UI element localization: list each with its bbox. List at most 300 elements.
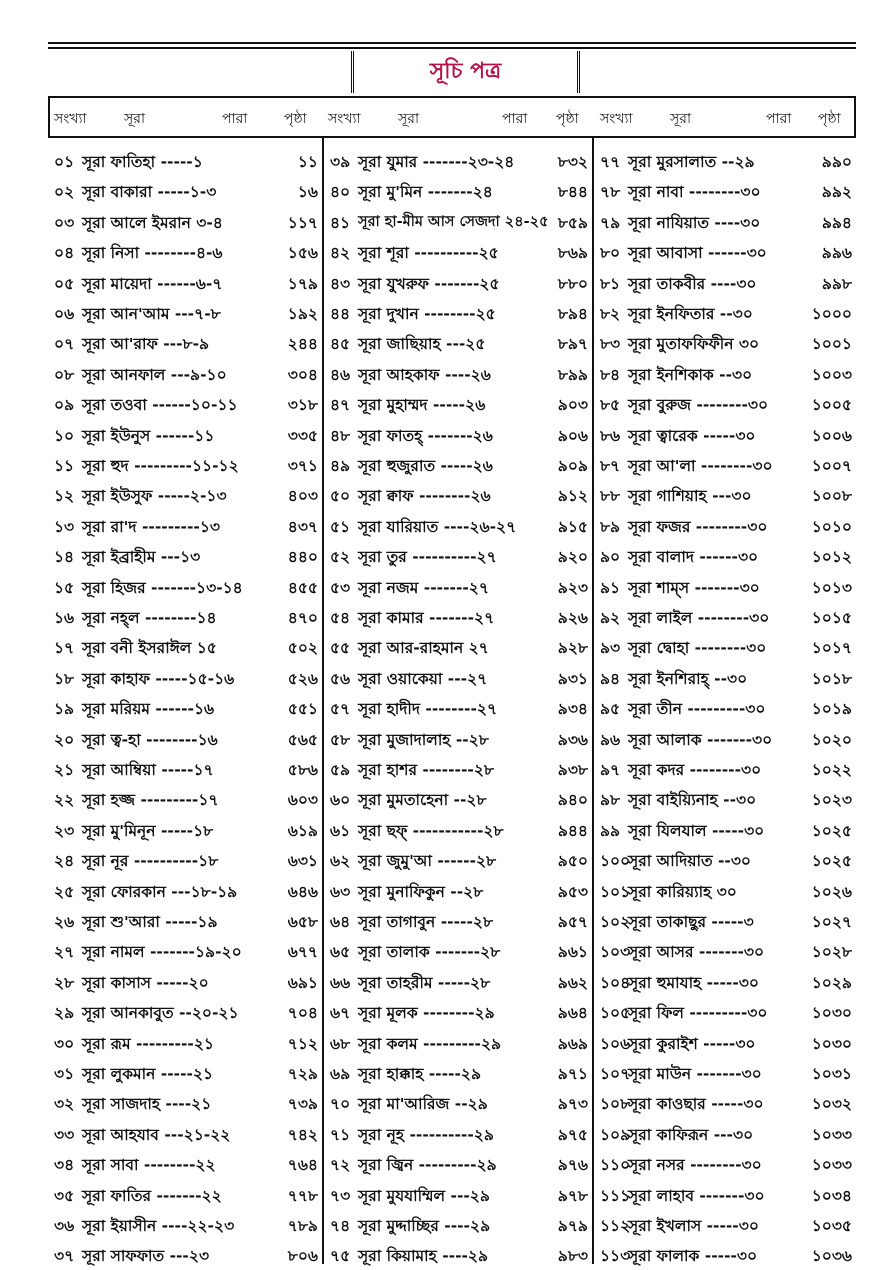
sura-name-para: সূরা আহযাব ---২১-২২ xyxy=(82,1125,231,1144)
list-item xyxy=(596,1180,852,1210)
sura-number: ১১২ xyxy=(600,1217,631,1235)
sura-number: ৫৭ xyxy=(330,700,351,719)
sura-number: ৮৮ xyxy=(600,487,621,506)
sura-name-para: সূরা নাবা --------৩০ xyxy=(628,183,761,202)
sura-page: ৬৯১ xyxy=(287,973,318,992)
sura-name-para: সূরা গাশিয়াহ ---৩০ xyxy=(628,487,752,506)
sura-page: ৪৫৫ xyxy=(287,578,318,597)
list-item xyxy=(326,967,588,997)
column-divider xyxy=(322,138,324,1264)
sura-page: ৫৬৫ xyxy=(287,730,318,749)
sura-name-para: সূরা মায়েদা ------৬-৭ xyxy=(82,274,223,293)
sura-number: ০৫ xyxy=(54,274,75,293)
header-sura: সূরা xyxy=(398,111,420,127)
sura-page: ১৫৬ xyxy=(287,244,318,263)
sura-number: ৯৩ xyxy=(600,639,621,658)
sura-name-para: সূরা আলাক -------৩০ xyxy=(628,730,773,749)
list-item xyxy=(326,632,588,662)
top-rule-lower xyxy=(48,47,856,49)
sura-number: ৭০ xyxy=(330,1095,351,1114)
sura-name-para: সূরা লাইল --------৩০ xyxy=(628,609,770,627)
sura-number: ২৮ xyxy=(54,973,75,992)
sura-page: ১০২৭ xyxy=(811,913,852,931)
sura-name-para: সূরা নূর ----------১৮ xyxy=(82,852,219,871)
list-item xyxy=(596,1028,852,1058)
sura-number: ৫৫ xyxy=(330,639,351,658)
sura-page: ৬৫৮ xyxy=(287,913,318,931)
list-item xyxy=(326,511,588,541)
sura-number: ১৫ xyxy=(54,578,75,597)
sura-name-para: সূরা তাকাছুর -----৩ xyxy=(628,913,754,931)
sura-page: ৯৯৮ xyxy=(821,274,852,293)
list-item xyxy=(326,268,588,298)
header-para: পারা xyxy=(222,111,248,127)
list-item xyxy=(326,1149,588,1179)
sura-page: ১০৩০ xyxy=(811,1004,852,1023)
sura-name-para: সূরা নহ্‌ল --------১৪ xyxy=(82,609,217,627)
sura-number: ৯৪ xyxy=(600,669,621,688)
sura-name-para: সূরা কদর --------৩০ xyxy=(628,761,762,779)
sura-number: ৯৯ xyxy=(600,821,621,840)
sura-name-para: সূরা হিজর -------১৩-১৪ xyxy=(82,578,243,597)
sura-page: ৮০৬ xyxy=(287,1247,318,1266)
sura-name-para: সূরা বনী ইসরাঈল ১৫ xyxy=(82,639,217,658)
list-item xyxy=(326,450,588,480)
sura-page: ৯৯৬ xyxy=(821,244,852,263)
sura-name-para: সূরা ক্বাফ --------২৬ xyxy=(358,487,491,506)
list-item xyxy=(326,724,588,754)
list-item xyxy=(326,754,588,784)
sura-name-para: সূরা ইব্রাহীম ---১৩ xyxy=(82,548,201,567)
list-item xyxy=(326,298,588,328)
header-sura: সূরা xyxy=(670,111,692,127)
sura-page: ৭৬৪ xyxy=(287,1156,318,1175)
list-item xyxy=(326,906,588,936)
sura-number: ৩৭ xyxy=(54,1247,75,1266)
sura-page: ৯৬৯ xyxy=(557,1034,588,1053)
sura-name-para: সূরা কাসাস -----২০ xyxy=(82,973,209,992)
sura-name-para: সূরা রা'দ ---------১৩ xyxy=(82,517,220,536)
list-item xyxy=(50,541,318,571)
sura-number: ০৭ xyxy=(54,335,75,354)
list-item xyxy=(50,511,318,541)
sura-name-para: সূরা ইউনুস ------১১ xyxy=(82,426,215,445)
list-item xyxy=(596,693,852,723)
sura-number: ৯৮ xyxy=(600,791,621,810)
list-item xyxy=(326,1210,588,1240)
sura-number: ৭৩ xyxy=(330,1186,351,1205)
sura-number: ১০৮ xyxy=(600,1095,631,1114)
list-item xyxy=(50,724,318,754)
sura-page: ৯৯৪ xyxy=(821,213,852,232)
sura-page: ৯৯০ xyxy=(821,153,852,171)
sura-page: ৯২৮ xyxy=(557,639,588,658)
sura-number: ৪১ xyxy=(330,213,351,232)
list-item xyxy=(596,967,852,997)
header-number: সংখ্যা xyxy=(600,111,633,127)
sura-name-para: সূরা ফাতিহা -----১ xyxy=(82,153,203,171)
sura-name-para: সূরা সাজদাহ ----২১ xyxy=(82,1095,212,1114)
sura-number: ৩০ xyxy=(54,1034,75,1053)
list-item xyxy=(50,754,318,784)
sura-page: ৯৬১ xyxy=(557,943,588,962)
sura-name-para: সূরা মুমতাহেনা --২৮ xyxy=(358,791,487,810)
list-item xyxy=(50,693,318,723)
sura-number: ৯৫ xyxy=(600,700,621,719)
sura-page: ৮৮০ xyxy=(557,274,588,293)
list-item xyxy=(326,815,588,845)
sura-name-para: সূরা আহকাফ ----২৬ xyxy=(358,365,491,384)
sura-name-para: সূরা হুমাযাহ -----৩০ xyxy=(628,973,759,992)
list-item xyxy=(596,754,852,784)
sura-number: ৬৫ xyxy=(330,943,351,962)
list-item xyxy=(50,1240,318,1270)
list-item xyxy=(50,845,318,875)
list-item xyxy=(50,1088,318,1118)
list-item xyxy=(326,328,588,358)
sura-name-para: সূরা হা-মীম আস সেজদা ২৪-২৫ xyxy=(358,213,549,230)
sura-page: ৯৫৭ xyxy=(557,913,588,931)
list-item xyxy=(596,936,852,966)
sura-number: ১৮ xyxy=(54,669,75,688)
sura-name-para: সূরা যিলযাল -----৩০ xyxy=(628,821,765,840)
sura-page: ৯২৬ xyxy=(557,609,588,627)
sura-page: ১০২০ xyxy=(811,730,852,749)
sura-page: ৪৪০ xyxy=(287,548,318,567)
sura-number: ৮২ xyxy=(600,305,621,323)
sura-page: ১০০৩ xyxy=(811,365,852,384)
sura-name-para: সূরা বালাদ ------৩০ xyxy=(628,548,759,567)
sura-page: ১০২২ xyxy=(811,761,852,779)
sura-page: ১০০৬ xyxy=(811,426,852,445)
sura-number: ১৯ xyxy=(54,700,75,719)
sura-page: ৭৩৯ xyxy=(287,1095,318,1114)
list-item xyxy=(326,693,588,723)
list-item xyxy=(326,541,588,571)
sura-number: ৫৯ xyxy=(330,761,351,779)
sura-number: ০৩ xyxy=(54,213,75,232)
sura-number: ১০২ xyxy=(600,913,631,931)
sura-page: ১০২৫ xyxy=(811,821,852,840)
list-item xyxy=(50,997,318,1027)
sura-number: ৮৯ xyxy=(600,517,621,536)
sura-number: ০৮ xyxy=(54,365,75,384)
sura-page: ১৭৯ xyxy=(287,274,318,293)
sura-page: ৯৭৮ xyxy=(557,1186,588,1205)
list-item xyxy=(596,632,852,662)
sura-name-para: সূরা কাহাফ -----১৫-১৬ xyxy=(82,669,235,688)
sura-number: ০৯ xyxy=(54,396,75,415)
sura-page: ৬৭৭ xyxy=(287,943,318,962)
sura-page: ৯৩১ xyxy=(557,669,588,688)
sura-number: ১০৪ xyxy=(600,973,631,992)
sura-name-para: সূরা মাউন -------৩০ xyxy=(628,1065,762,1083)
list-item xyxy=(50,1058,318,1088)
sura-number: ৩৬ xyxy=(54,1217,75,1235)
sura-name-para: সূরা আলে ইমরান ৩-৪ xyxy=(82,213,223,232)
sura-page: ৯৩৮ xyxy=(557,761,588,779)
sura-name-para: সূরা নজম -------২৭ xyxy=(358,578,489,597)
sura-page: ৭৪২ xyxy=(287,1125,318,1144)
sura-name-para: সূরা দ্বোহা --------৩০ xyxy=(628,639,767,658)
sura-name-para: সূরা জাছিয়াহ ---২৫ xyxy=(358,335,486,354)
sura-number: ৭৮ xyxy=(600,183,621,202)
sura-page: ৩৩৫ xyxy=(287,426,318,445)
sura-number: ৪৫ xyxy=(330,335,351,354)
list-item xyxy=(596,298,852,328)
sura-page: ১০২৩ xyxy=(811,791,852,810)
sura-number: ০৬ xyxy=(54,305,75,323)
sura-number: ৮০ xyxy=(600,244,621,263)
sura-page: ৭৭৮ xyxy=(287,1186,318,1205)
list-item xyxy=(50,876,318,906)
sura-name-para: সূরা নসর --------৩০ xyxy=(628,1156,762,1175)
sura-name-para: সূরা মুদ্দাচ্ছির ----২৯ xyxy=(358,1217,491,1235)
sura-name-para: সূরা নিসা --------৪-৬ xyxy=(82,244,223,263)
sura-number: ৮৭ xyxy=(600,457,621,475)
sura-number: ২৩ xyxy=(54,821,75,840)
sura-name-para: সূরা যুখরুফ -------২৫ xyxy=(358,274,500,293)
list-item xyxy=(326,1240,588,1270)
list-item xyxy=(596,328,852,358)
list-item xyxy=(596,176,852,206)
sura-page: ১০২৯ xyxy=(811,973,852,992)
sura-number: ৯৭ xyxy=(600,761,621,779)
list-item xyxy=(326,1180,588,1210)
sura-number: ২২ xyxy=(54,791,75,810)
sura-page: ১০৩৬ xyxy=(811,1247,852,1266)
sura-page: ৯৯২ xyxy=(821,183,852,202)
sura-name-para: সূরা জ্বিন ---------২৯ xyxy=(358,1156,497,1175)
sura-page: ৬৩১ xyxy=(287,852,318,871)
sura-name-para: সূরা মুযযাম্মিল ---২৯ xyxy=(358,1186,490,1205)
list-item xyxy=(50,1149,318,1179)
sura-number: ২৫ xyxy=(54,882,75,901)
list-item xyxy=(326,1119,588,1149)
sura-page: ১০৩০ xyxy=(811,1034,852,1053)
sura-name-para: সূরা হুদ ---------১১-১২ xyxy=(82,457,239,475)
header-number: সংখ্যা xyxy=(54,111,87,127)
sura-page: ৯৬২ xyxy=(557,973,588,992)
sura-number: ১০৬ xyxy=(600,1034,631,1053)
sura-name-para: সূরা শাম্‌স -------৩০ xyxy=(628,578,760,597)
header-page: পৃষ্ঠা xyxy=(284,111,307,127)
sura-number: ৬৭ xyxy=(330,1004,351,1023)
sura-page: ১১ xyxy=(297,153,318,171)
sura-name-para: সূরা মুরসালাত --২৯ xyxy=(628,153,755,171)
sura-name-para: সূরা তাহরীম -----২৮ xyxy=(358,973,491,992)
list-item xyxy=(596,511,852,541)
sura-number: ১৬ xyxy=(54,609,75,627)
sura-number: ৪৮ xyxy=(330,426,351,445)
sura-page: ২৪৪ xyxy=(287,335,318,354)
list-item xyxy=(326,420,588,450)
list-item xyxy=(596,420,852,450)
sura-name-para: সূরা মু'মিনূন -----১৮ xyxy=(82,821,214,840)
sura-page: ১০৩২ xyxy=(811,1095,852,1114)
sura-name-para: সূরা কলম ---------২৯ xyxy=(358,1034,502,1053)
sura-page: ৯৫৩ xyxy=(557,882,588,901)
list-item xyxy=(326,663,588,693)
sura-name-para: সূরা ফাতির -------২২ xyxy=(82,1186,222,1205)
sura-name-para: সূরা তালাক -------২৮ xyxy=(358,943,501,962)
sura-number: ৭৫ xyxy=(330,1247,351,1266)
list-item xyxy=(596,1088,852,1118)
list-item xyxy=(50,328,318,358)
sura-page: ১০৩১ xyxy=(811,1065,852,1083)
sura-page: ৫০২ xyxy=(287,639,318,658)
sura-name-para: সূরা কারিয়্যাহ ৩০ xyxy=(628,882,737,901)
sura-page: ৭৮৯ xyxy=(287,1217,318,1235)
header-page: পৃষ্ঠা xyxy=(556,111,579,127)
sura-number: ২০ xyxy=(54,730,75,749)
sura-page: ৯৩৪ xyxy=(557,700,588,719)
sura-number: ৭১ xyxy=(330,1125,351,1144)
sura-page: ৩৭১ xyxy=(287,457,318,475)
list-item xyxy=(596,724,852,754)
sura-name-para: সূরা নূহ ----------২৯ xyxy=(358,1125,494,1144)
sura-name-para: সূরা মূলক --------২৯ xyxy=(358,1004,495,1023)
sura-page: ৪৭০ xyxy=(287,609,318,627)
list-item xyxy=(596,784,852,814)
sura-number: ৭৭ xyxy=(600,153,621,171)
header-number: সংখ্যা xyxy=(328,111,361,127)
sura-name-para: সূরা ফজর --------৩০ xyxy=(628,517,768,536)
sura-name-para: সূরা দুখান --------২৫ xyxy=(358,305,496,323)
sura-number: ৬৮ xyxy=(330,1034,351,1053)
list-item xyxy=(596,268,852,298)
sura-page: ১০৩৩ xyxy=(811,1156,852,1175)
sura-page: ৯০৩ xyxy=(557,396,588,415)
sura-name-para: সূরা ইনশিকাক --৩০ xyxy=(628,365,753,384)
sura-number: ৭৪ xyxy=(330,1217,351,1235)
sura-page: ৫২৬ xyxy=(287,669,318,688)
sura-page: ৪০৩ xyxy=(287,487,318,506)
sura-number: ৪৪ xyxy=(330,305,351,323)
sura-name-para: সূরা মু'মিন -------২৪ xyxy=(358,183,493,202)
sura-page: ১০১৮ xyxy=(811,669,852,688)
list-item xyxy=(596,602,852,632)
sura-name-para: সূরা মুজাদালাহ --২৮ xyxy=(358,730,489,749)
list-item xyxy=(50,572,318,602)
sura-page: ১০০৫ xyxy=(811,396,852,415)
list-item xyxy=(50,1028,318,1058)
sura-number: ৮১ xyxy=(600,274,621,293)
sura-page: ৫৫১ xyxy=(287,700,318,719)
sura-page: ৮৪৪ xyxy=(557,183,588,202)
list-item xyxy=(50,359,318,389)
sura-page: ৮৫৯ xyxy=(557,213,588,232)
sura-name-para: সূরা ফালাক -----৩০ xyxy=(628,1247,758,1266)
sura-name-para: সূরা আ'রাফ ---৮-৯ xyxy=(82,335,210,354)
sura-name-para: সূরা জুমু'আ ------২৮ xyxy=(358,852,497,871)
list-item xyxy=(596,845,852,875)
sura-number: ১১ xyxy=(54,457,75,475)
list-item xyxy=(596,146,852,176)
sura-name-para: সূরা কাওছার -----৩০ xyxy=(628,1095,764,1114)
list-item xyxy=(596,207,852,237)
sura-name-para: সূরা ত্ব-হা --------১৬ xyxy=(82,730,218,749)
list-item xyxy=(596,572,852,602)
sura-page: ৯০৯ xyxy=(557,457,588,475)
sura-name-para: সূরা মুনাফিকুন --২৮ xyxy=(358,882,484,901)
sura-name-para: সূরা আসর -------৩০ xyxy=(628,943,765,962)
sura-number: ৩৫ xyxy=(54,1186,75,1205)
sura-number: ১২ xyxy=(54,487,75,506)
sura-page: ৯১২ xyxy=(557,487,588,506)
sura-name-para: সূরা তওবা ------১০-১১ xyxy=(82,396,238,415)
list-item xyxy=(50,602,318,632)
sura-number: ০২ xyxy=(54,183,75,202)
list-item xyxy=(50,815,318,845)
list-item xyxy=(596,997,852,1027)
list-item xyxy=(50,784,318,814)
sura-number: ৬৪ xyxy=(330,913,351,931)
list-item xyxy=(50,450,318,480)
sura-number: ১৪ xyxy=(54,548,75,567)
sura-page: ৭০৪ xyxy=(287,1004,318,1023)
list-item xyxy=(326,176,588,206)
sura-number: ৫৮ xyxy=(330,730,351,749)
sura-name-para: সূরা ইনশিরাহ্‌ --৩০ xyxy=(628,669,748,688)
sura-number: ২৯ xyxy=(54,1004,75,1023)
sura-number: ৯০ xyxy=(600,548,621,567)
list-item xyxy=(50,268,318,298)
sura-name-para: সূরা মরিয়ম ------১৬ xyxy=(82,700,215,719)
sura-number: ৫৬ xyxy=(330,669,351,688)
header-para: পারা xyxy=(502,111,528,127)
sura-name-para: সূরা সাফফাত ---২৩ xyxy=(82,1247,210,1266)
list-item xyxy=(50,480,318,510)
sura-number: ২৭ xyxy=(54,943,75,962)
sura-page: ৯১৫ xyxy=(557,517,588,536)
sura-number: ৩২ xyxy=(54,1095,75,1114)
sura-name-para: সূরা মুহাম্মদ -----২৬ xyxy=(358,396,486,415)
sura-number: ৪৩ xyxy=(330,274,351,293)
list-item xyxy=(50,146,318,176)
list-item xyxy=(50,967,318,997)
sura-number: ৩৯ xyxy=(330,153,351,171)
sura-name-para: সূরা ইখলাস -----৩০ xyxy=(628,1217,759,1235)
sura-page: ১০০৮ xyxy=(811,487,852,506)
sura-page: ১০০৭ xyxy=(811,457,852,475)
sura-page: ৮৯৪ xyxy=(557,305,588,323)
sura-page: ৩১৮ xyxy=(287,396,318,415)
sura-number: ৪০ xyxy=(330,183,351,202)
header-para: পারা xyxy=(766,111,792,127)
sura-number: ৩৪ xyxy=(54,1156,75,1175)
list-item xyxy=(50,298,318,328)
sura-page: ১১৭ xyxy=(287,213,318,232)
sura-number: ১০১ xyxy=(600,882,631,901)
sura-page: ৫৮৬ xyxy=(287,761,318,779)
sura-name-para: সূরা আর-রাহমান ২৭ xyxy=(358,639,489,658)
list-item xyxy=(50,420,318,450)
sura-page: ১০২৮ xyxy=(811,943,852,962)
list-item xyxy=(596,1058,852,1088)
sura-number: ৫০ xyxy=(330,487,351,506)
sura-number: ৫১ xyxy=(330,517,351,536)
sura-number: ৬২ xyxy=(330,852,351,871)
sura-name-para: সূরা হজ্জ ---------১৭ xyxy=(82,791,219,810)
list-item xyxy=(50,936,318,966)
sura-page: ৯৪০ xyxy=(557,791,588,810)
list-item xyxy=(326,936,588,966)
sura-name-para: সূরা তাগাবুন -----২৮ xyxy=(358,913,494,931)
sura-name-para: সূরা নামল -------১৯-২০ xyxy=(82,943,242,962)
sura-name-para: সূরা নাযিয়াত ----৩০ xyxy=(628,213,761,232)
sura-page: ৯৭১ xyxy=(557,1065,588,1083)
